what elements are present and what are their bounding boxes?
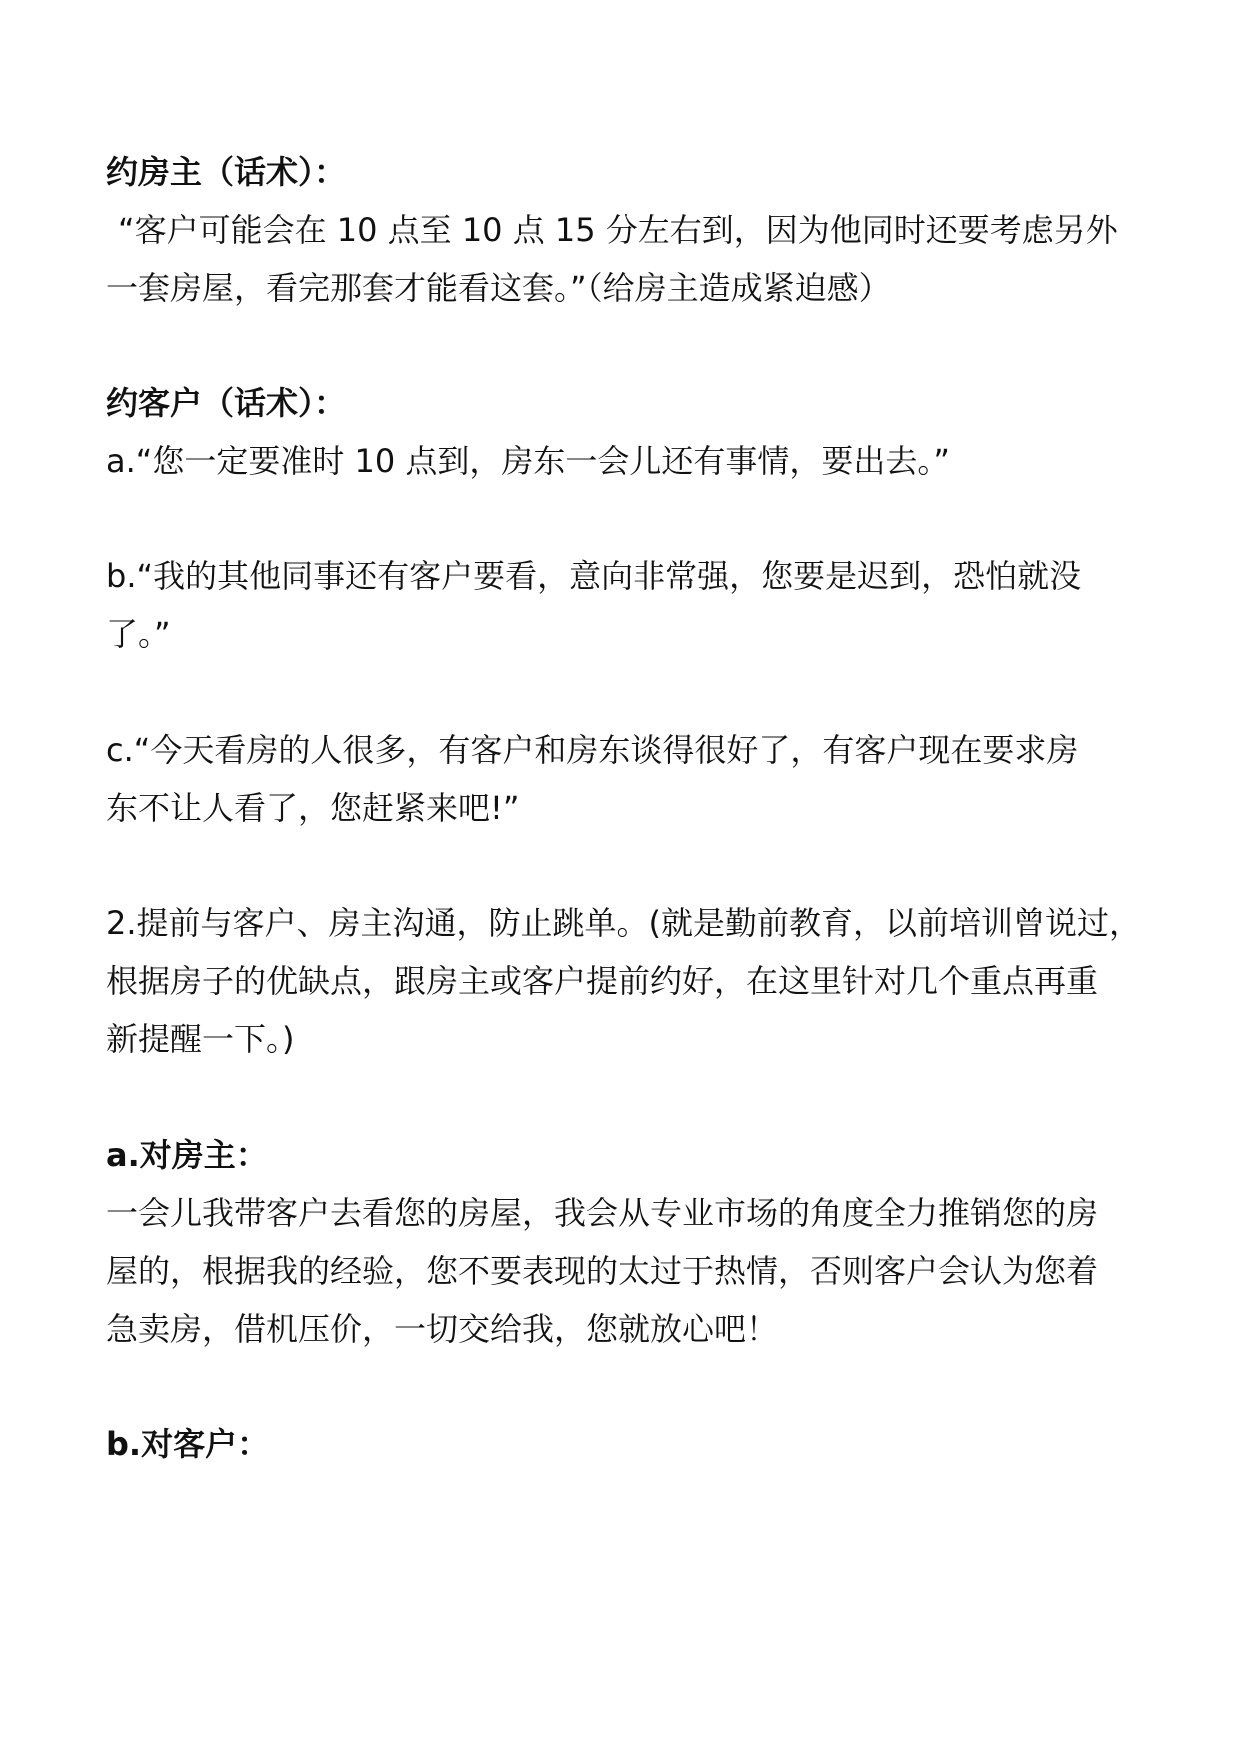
paragraph-line: “客户可能会在 10 点至 10 点 15 分左右到，因为他同时还要考虑另外 [118,211,1118,249]
paragraph-line: 根据房子的优缺点，跟房主或客户提前约好，在这里针对几个重点再重 [106,962,1099,1000]
heading-to-client: b.对客户： [106,1425,270,1463]
heading-contact-client: 约客户（话术）： [106,384,347,422]
paragraph-line: a.“您一定要准时 10 点到，房东一会儿还有事情，要出去。” [106,442,951,480]
heading-contact-owner: 约房主（话术）： [106,153,347,191]
paragraph-line: 一套房屋，看完那套才能看这套。”（给房主造成紧迫感） [106,269,891,307]
heading-to-owner: a.对房主： [106,1136,268,1174]
paragraph-line: 急卖房，借机压价，一切交给我，您就放心吧！ [106,1310,779,1348]
paragraph-line: 了。” [106,615,171,653]
paragraph-line: 屋的，根据我的经验，您不要表现的太过于热情，否则客户会认为您着 [106,1252,1099,1290]
paragraph-line: 2.提前与客户、房主沟通，防止跳单。(就是勤前教育，以前培训曾说过， [106,904,1142,942]
paragraph-line: 新提醒一下。) [106,1020,295,1058]
paragraph-line: c.“今天看房的人很多，有客户和房东谈得很好了，有客户现在要求房 [106,731,1079,769]
paragraph-line: 一会儿我带客户去看您的房屋，我会从专业市场的角度全力推销您的房 [106,1194,1099,1232]
paragraph-line: b.“我的其他同事还有客户要看，意向非常强，您要是迟到，恐怕就没 [106,557,1082,595]
paragraph-line: 东不让人看了，您赶紧来吧!” [106,789,520,827]
